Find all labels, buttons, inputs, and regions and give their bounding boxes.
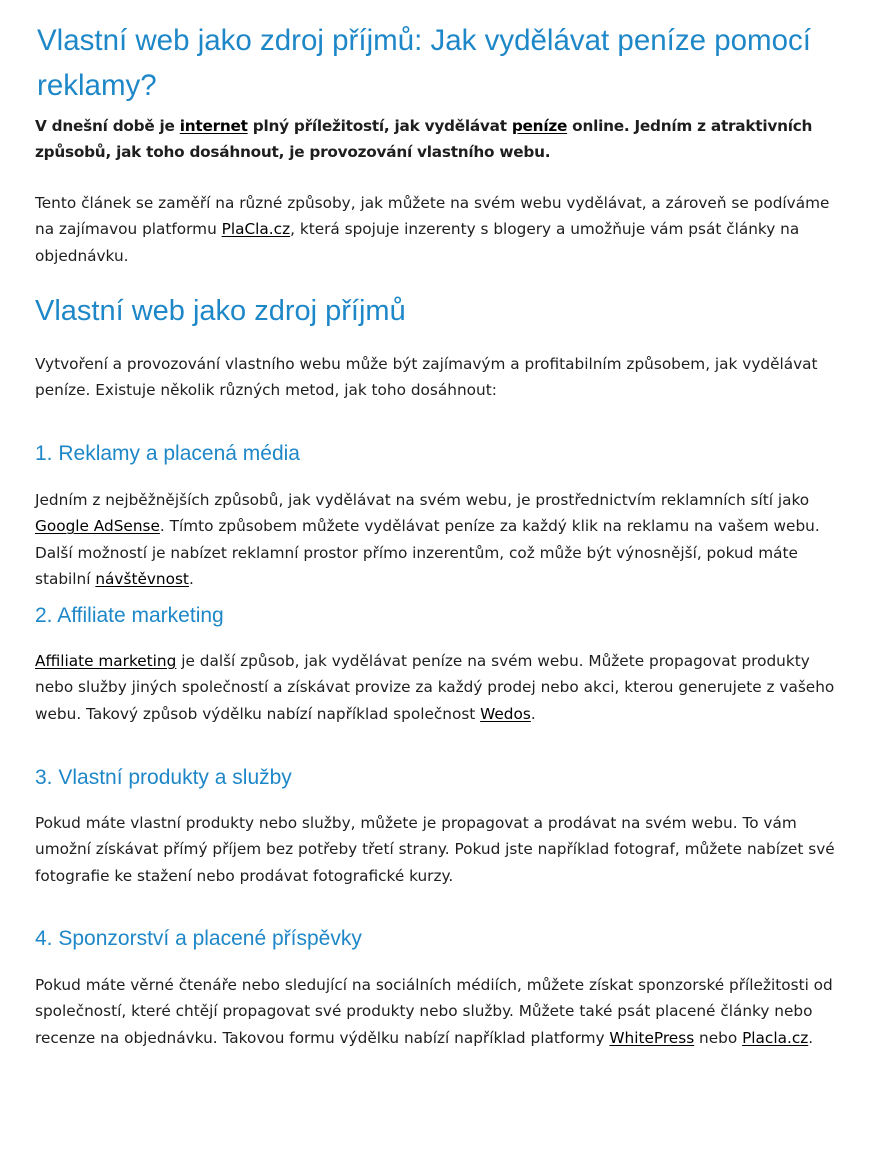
- heading-sponzorstvi: 4. Sponzorství a placené příspěvky: [35, 927, 362, 950]
- heading-reklamy: 1. Reklamy a placená média: [35, 442, 300, 465]
- intro-text-1: V dnešní době je: [35, 117, 180, 135]
- link-placla-2[interactable]: Placla.cz: [742, 1028, 809, 1047]
- intro-text-3: online. Jedním z atraktivních způsobů, jak toho dosáhnout, je provozování vlastního webu.: [35, 117, 813, 162]
- link-affiliate-marketing[interactable]: Affiliate marketing: [35, 652, 177, 670]
- section-heading: Vlastní web jako zdroj příjmů: [35, 295, 406, 327]
- link-internet[interactable]: internet: [179, 117, 248, 135]
- heading-produkty: 3. Vlastní produkty a služby: [35, 766, 292, 789]
- paragraph-reklamy: [35, 487, 835, 593]
- link-navstevnost[interactable]: návštěvnost: [95, 570, 189, 589]
- link-whitepress[interactable]: WhitePress: [609, 1028, 695, 1047]
- s1-text-2: . Tímto způsobem můžete vydělávat peníze za každý klik na reklamu na vašem webu. Další možností je nabízet reklamní prostor přímo inzerentům, což může být výnosnější, pokud máte stabilní: [35, 517, 820, 589]
- paragraph-sponzorstvi: [35, 972, 835, 1051]
- paragraph-affiliate: [35, 648, 835, 727]
- s4-text-2: nebo: [694, 1028, 743, 1047]
- link-wedos[interactable]: Wedos: [480, 704, 531, 723]
- heading-affiliate: 2. Affiliate marketing: [35, 604, 224, 627]
- link-placla[interactable]: PlaCla.cz: [221, 220, 291, 239]
- intro2-text-2: , která spojuje inzerenty s blogery a umožňuje vám psát články na objednávku.: [35, 220, 800, 265]
- intro-paragraph-2: [35, 190, 835, 269]
- s1-text-1: Jedním z nejběžnějších způsobů, jak vydělávat na svém webu, je prostřednictvím reklamních sítí jako: [35, 491, 810, 509]
- s2-text-1: je další způsob, jak vydělávat peníze na svém webu. Můžete propagovat produkty nebo služby jiných společností a získávat provize za každý prodej nebo akci, kterou generujete z vašeho webu. Takový způsob výdělku nabízí například společnost: [35, 652, 835, 723]
- paragraph-produkty: Pokud máte vlastní produkty nebo služby, můžete je propagovat a prodávat na svém webu. To vám umožní získávat přímý příjem bez potřeby třetí strany. Pokud jste například fotograf, můžete nabízet své fotografie ke stažení nebo prodávat fotografické kurzy.: [35, 814, 835, 885]
- link-penize[interactable]: peníze: [511, 117, 568, 135]
- intro-paragraph: [35, 113, 835, 166]
- intro-text-2: plný příležitostí, jak vydělávat: [247, 117, 512, 135]
- section-paragraph: Vytvoření a provozování vlastního webu může být zajímavým a profitabilním způsobem, jak vydělávat peníze. Existuje několik různých metod, jak toho dosáhnout:: [35, 355, 818, 400]
- s4-text-3: .: [808, 1028, 814, 1047]
- link-google-adsense[interactable]: Google AdSense: [35, 517, 160, 536]
- s2-text-2: .: [530, 704, 536, 723]
- s1-text-3: .: [188, 570, 194, 589]
- page-title: Vlastní web jako zdroj příjmů: Jak vydělávat peníze pomocí reklamy?: [37, 24, 811, 102]
- s4-text-1: Pokud máte věrné čtenáře nebo sledující na sociálních médiích, můžete získat sponzorské příležitosti od společností, které chtějí propagovat své produkty nebo služby. Můžete také psát placené články nebo recenze na objednávku. Takovou formu výdělku nabízí například platformy: [35, 976, 833, 1047]
- intro2-text-1: Tento článek se zaměří na různé způsoby, jak můžete na svém webu vydělávat, a zároveň se podíváme na zajímavou platformu: [35, 194, 830, 239]
